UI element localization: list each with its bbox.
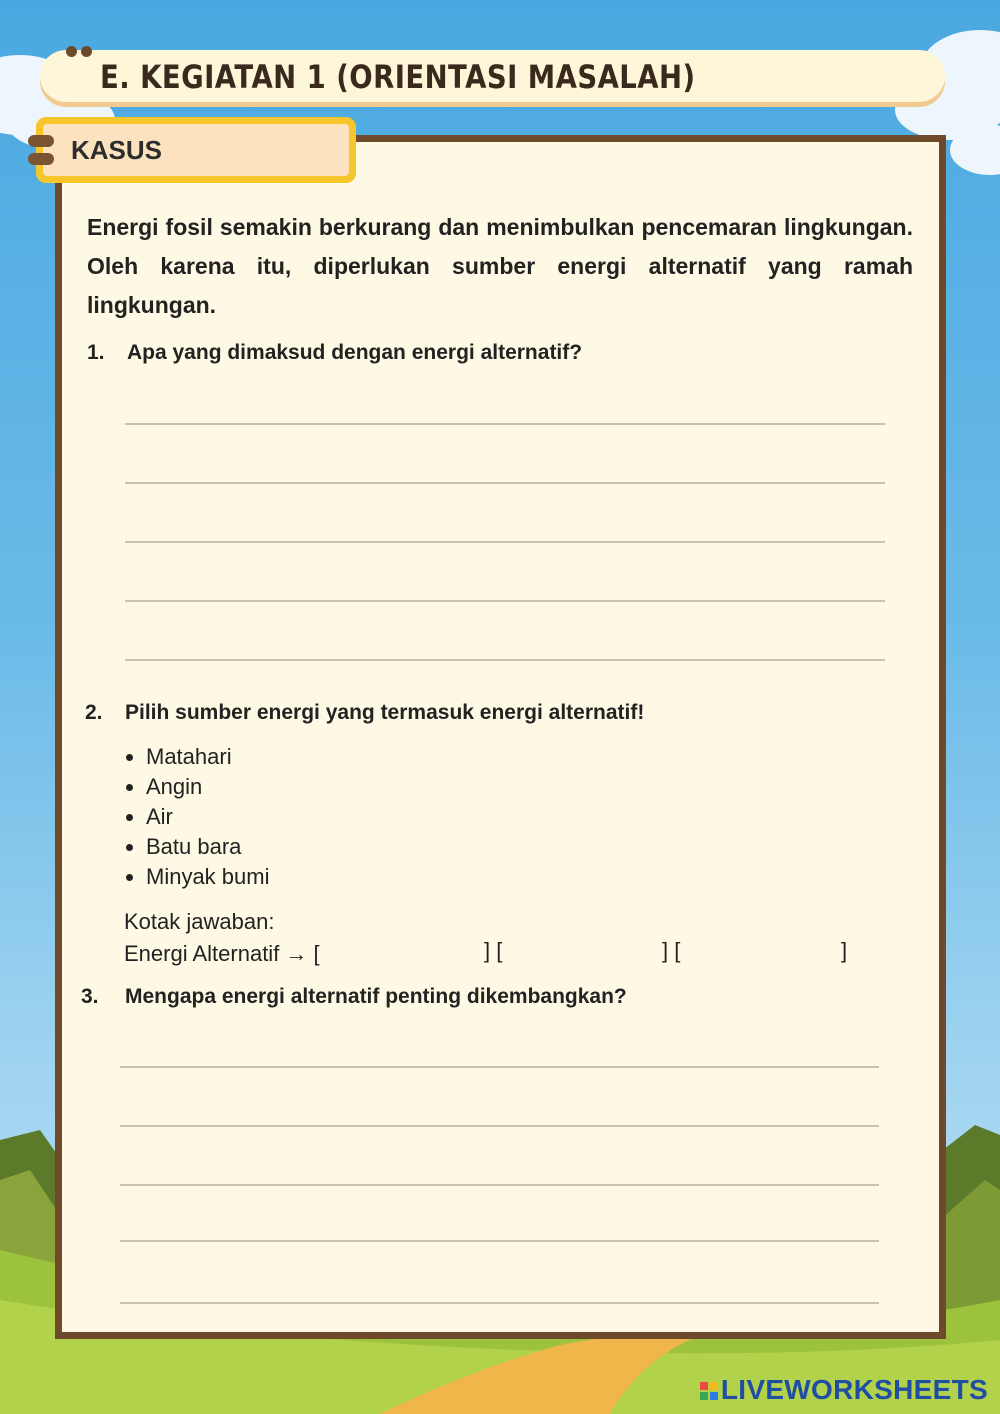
tag-stripe-decoration: [28, 153, 54, 165]
title-dots-decoration: [66, 44, 96, 62]
answer-slot-divider: ] [: [484, 938, 503, 963]
question-text: Pilih sumber energi yang termasuk energi alternatif!: [125, 701, 645, 724]
answer-box-prefix: Energi Alternatif → [: [124, 941, 320, 966]
question-3: [81, 985, 627, 1009]
answer-slot-divider: ] [: [662, 938, 681, 963]
kasus-label: KASUS: [43, 124, 349, 176]
option-matahari: • Matahari: [146, 742, 269, 772]
answer-line[interactable]: [125, 659, 885, 661]
answer-box-label: Kotak jawaban:: [124, 909, 275, 934]
answer-line[interactable]: [120, 1184, 879, 1186]
answer-box: [124, 906, 320, 970]
answer-line[interactable]: [120, 1302, 879, 1304]
liveworksheets-logo-icon: [700, 1382, 718, 1400]
liveworksheets-logo: [700, 1374, 988, 1406]
energy-options-list: [124, 742, 269, 892]
question-1: [87, 341, 582, 365]
kasus-label-tag: [36, 117, 356, 183]
intro-paragraph: Energi fosil semakin berkurang dan menimbulkan pencemaran lingkungan. Oleh karena itu, diperlukan sumber energi alternatif yang ramah lingkungan.: [87, 214, 913, 318]
answer-slot-end: ]: [841, 938, 848, 963]
answer-line[interactable]: [125, 423, 885, 425]
answer-line[interactable]: [120, 1066, 879, 1068]
question-text: Mengapa energi alternatif penting dikembangkan?: [125, 985, 627, 1008]
tag-stripe-decoration: [28, 135, 54, 147]
answer-line[interactable]: [125, 541, 885, 543]
answer-line[interactable]: [120, 1125, 879, 1127]
question-number: 2.: [85, 701, 103, 724]
answer-line[interactable]: [120, 1240, 879, 1242]
page-title: E. KEGIATAN 1 (ORIENTASI MASALAH): [100, 58, 696, 96]
option-air: • Air: [146, 802, 269, 832]
answer-line[interactable]: [125, 600, 885, 602]
question-number: 1.: [87, 341, 105, 364]
option-minyak-bumi: • Minyak bumi: [146, 862, 269, 892]
question-text: Apa yang dimaksud dengan energi alternatif?: [127, 341, 583, 364]
logo-text: LIVEWORKSHEETS: [720, 1374, 988, 1405]
answer-line[interactable]: [125, 482, 885, 484]
case-description: [87, 208, 913, 325]
option-angin: • Angin: [146, 772, 269, 802]
question-number: 3.: [81, 985, 99, 1008]
option-batu-bara: • Batu bara: [146, 832, 269, 862]
question-2: [85, 701, 644, 725]
